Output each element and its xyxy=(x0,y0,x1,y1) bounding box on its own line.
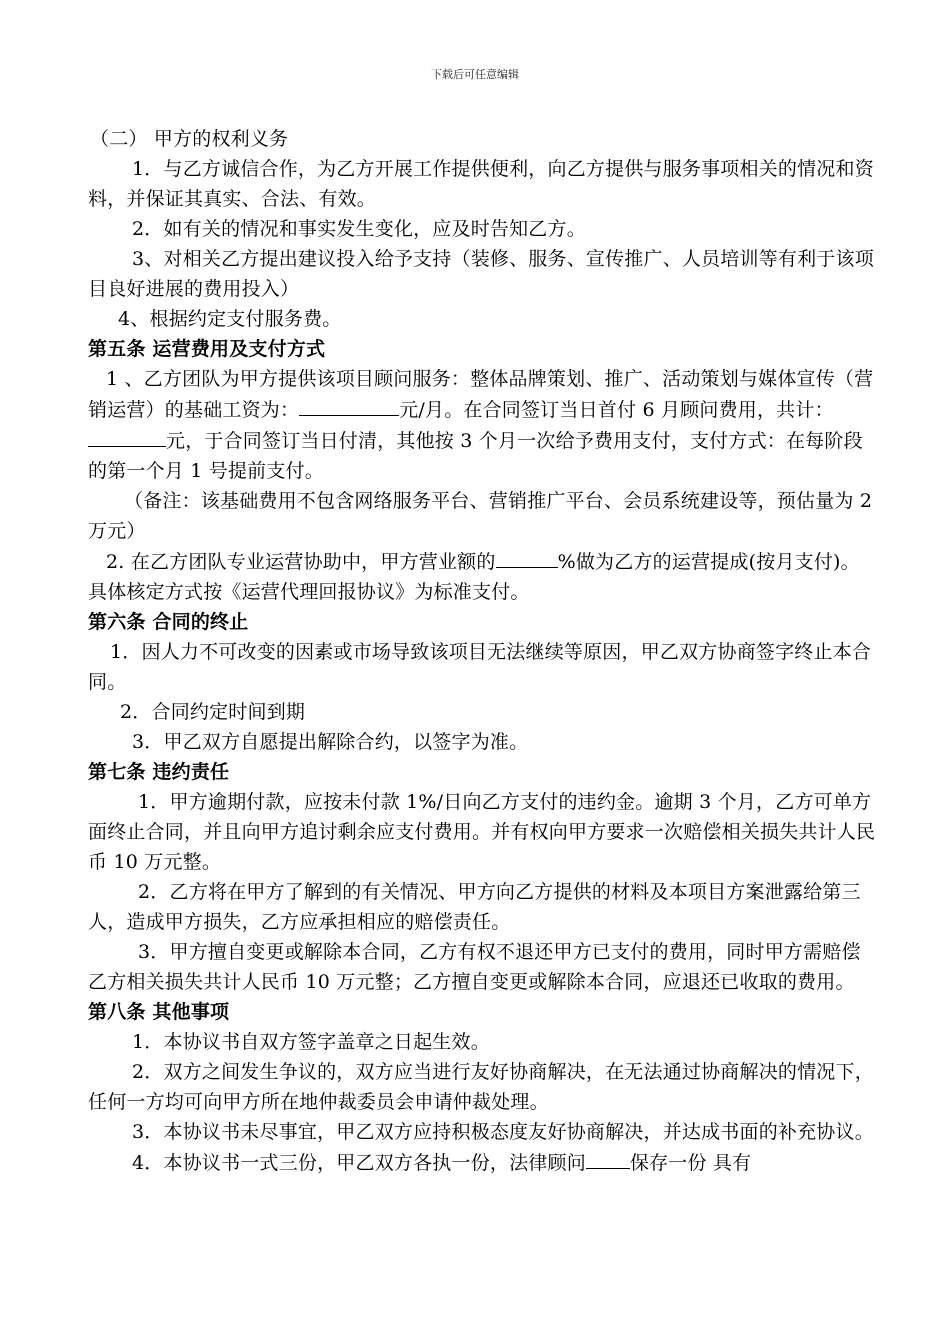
document-body xyxy=(88,124,878,1178)
page-header: 下载后可任意编辑 xyxy=(431,68,519,81)
article-8-item-4-part-b: 保存一份 具有 xyxy=(629,1152,752,1174)
article-7-title: 第七条 违约责任 xyxy=(88,761,230,783)
percent-blank xyxy=(496,546,558,568)
total-fee-blank xyxy=(88,425,166,447)
article-7-item-1: 1．甲方逾期付款，应按未付款 1%/日向乙方支付的违约金。逾期 3 个月，乙方可单方面终止合同，并且向甲方追讨剩余应支付费用。并有权向甲方要求一次赔偿相关损失共计人民币 10 万元整。 xyxy=(88,791,876,873)
section-b-title: （二） 甲方的权利义务 xyxy=(90,128,289,150)
article-7-item-3: 3．甲方擅自变更或解除本合同，乙方有权不退还甲方已支付的费用，同时甲方需赔偿乙方相关损失共计人民币 10 万元整；乙方擅自变更或解除本合同，应退还已收取的费用。 xyxy=(88,941,861,993)
article-5-item-1-part-c: 元，于合同签订当日付清，其他按 3 个月一次给予费用支付，支付方式：在每阶段的第一个月 1 号提前支付。 xyxy=(88,430,863,482)
article-5-note: （备注：该基础费用不包含网络服务平台、营销推广平台、会员系统建设等，预估量为 2 万元） xyxy=(88,490,873,542)
article-5-item-1-part-a: 1 、乙方团队为甲方提供该项目顾问服务：整体品牌策划、推广、活动策划与媒体宣传（营销运营）的基础工资为： xyxy=(88,368,874,421)
article-7-item-2: 2．乙方将在甲方了解到的有关情况、甲方向乙方提供的材料及本项目方案泄露给第三人，造成甲方损失，乙方应承担相应的赔偿责任。 xyxy=(88,881,861,933)
article-8-item-1: 1．本协议书自双方签字盖章之日起生效。 xyxy=(132,1031,490,1053)
article-6-item-2: 2．合同约定时间到期 xyxy=(120,701,306,723)
article-5-item-1 xyxy=(88,364,878,486)
article-6-title: 第六条 合同的终止 xyxy=(88,611,249,633)
section-b-item-1: 1．与乙方诚信合作，为乙方开展工作提供便利，向乙方提供与服务事项相关的情况和资料，并保证其真实、合法、有效。 xyxy=(88,158,874,210)
legal-advisor-blank xyxy=(586,1147,630,1169)
article-5-item-1-part-b: 元/月。在合同签订当日首付 6 月顾问费用，共计： xyxy=(399,399,834,421)
article-8-item-3: 3．本协议书未尽事宜，甲乙双方应持积极态度友好协商解决，并达成书面的补充协议。 xyxy=(132,1121,874,1143)
article-8-item-4 xyxy=(88,1147,878,1178)
article-6-item-1: 1．因人力不可改变的因素或市场导致该项目无法继续等原因，甲乙双方协商签字终止本合同。 xyxy=(88,641,872,693)
section-b-item-2: 2．如有关的情况和事实发生变化，应及时告知乙方。 xyxy=(132,218,586,240)
article-6-item-3: 3．甲乙双方自愿提出解除合约，以签字为准。 xyxy=(132,731,529,753)
article-8-item-4-part-a: 4．本协议书一式三份，甲乙双方各执一份，法律顾问 xyxy=(132,1152,586,1174)
article-5-item-2 xyxy=(88,546,878,607)
section-b-item-3: 3、对相关乙方提出建议投入给予支持（装修、服务、宣传推广、人员培训等有利于该项目良好进展的费用投入） xyxy=(88,248,874,300)
section-b-item-4: 4、根据约定支付服务费。 xyxy=(118,308,342,330)
article-8-item-2: 2．双方之间发生争议的，双方应当进行友好协商解决，在无法通过协商解决的情况下，任何一方均可向甲方所在地仲裁委员会申请仲裁处理。 xyxy=(88,1061,874,1113)
article-5-item-2-part-b: %做为乙方的运营提成(按月支付)。具体核定方式按《运营代理回报协议》为标准支付。 xyxy=(88,551,860,603)
article-8-title: 第八条 其他事项 xyxy=(88,1001,230,1023)
article-5-item-2-part-a: 2. 在乙方团队专业运营协助中，甲方营业额的 xyxy=(106,551,496,573)
article-5-title: 第五条 运营费用及支付方式 xyxy=(88,338,326,360)
salary-blank xyxy=(299,394,399,416)
